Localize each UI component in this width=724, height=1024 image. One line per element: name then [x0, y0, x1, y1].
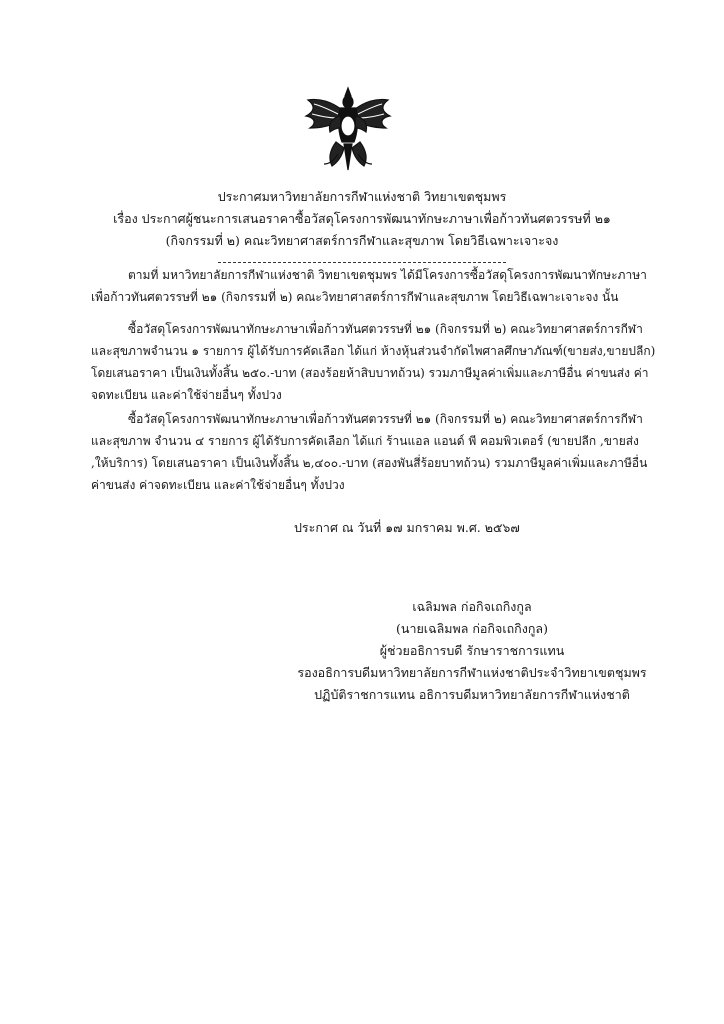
signature-title-3: ปฏิบัติราชการแทน อธิการบดีมหาวิทยาลัยการกีฬาแห่งชาติ	[314, 687, 630, 702]
announcement-subject: เรื่อง ประกาศผู้ชนะการเสนอราคาซื้อวัสดุโครงการพัฒนาทักษะภาษาเพื่อก้าวทันศตวรรษที่ ๒๑	[113, 211, 611, 226]
signature-title-1: ผู้ช่วยอธิการบดี รักษาราชการแทน	[379, 643, 565, 658]
paragraph-3-line-3: ,ให้บริการ) โดยเสนอราคา เป็นเงินทั้งสิ้น ๒,๔๐๐.-บาท (สองพันสี่ร้อยบาทถ้วน) รวมภาษีมูลค่าเพิ่มและภาษีอื่น	[91, 456, 648, 470]
announcement-subject-continued: (กิจกรรมที่ ๒) คณะวิทยาศาสตร์การกีฬาและสุขภาพ โดยวิธีเฉพาะเจาะจง	[165, 233, 559, 248]
paragraph-3-line-2: และสุขภาพ จำนวน ๔ รายการ ผู้ได้รับการคัดเลือก ได้แก่ ร้านแอล แอนด์ พี คอมพิวเตอร์ (ขายปลีก ,ขายส่ง	[91, 434, 639, 448]
paragraph-1-line-2: เพื่อก้าวทันศตวรรษที่ ๒๑ (กิจกรรมที่ ๒) คณะวิทยาศาสตร์การกีฬาและสุขภาพ โดยวิธีเฉพาะเจาะจง นั้น	[91, 290, 619, 304]
signature-name-signed: เฉลิมพล ก่อกิจเถกิงกูล	[412, 599, 532, 614]
paragraph-3-line-4: ค่าขนส่ง ค่าจดทะเบียน และค่าใช้จ่ายอื่นๆ ทั้งปวง	[91, 478, 345, 492]
paragraph-2-line-2: และสุขภาพจำนวน ๑ รายการ ผู้ได้รับการคัดเลือก ได้แก่ ห้างหุ้นส่วนจำกัดไพศาลศึกษาภัณฑ์(ขายส่ง,ขายปลีก)	[91, 344, 656, 358]
paragraph-2-line-3: โดยเสนอราคา เป็นเงินทั้งสิ้น ๒๕๐.-บาท (สองร้อยห้าสิบบาทถ้วน) รวมภาษีมูลค่าเพิ่มและภาษีอื่น ค่าขนส่ง ค่า	[91, 366, 649, 380]
paragraph-3-line-1: ซื้อวัสดุโครงการพัฒนาทักษะภาษาเพื่อก้าวทันศตวรรษที่ ๒๑ (กิจกรรมที่ ๒) คณะวิทยาศาสตร์การกีฬา	[128, 412, 643, 426]
announcement-date: ประกาศ ณ วันที่ ๑๗ มกราคม พ.ศ. ๒๕๖๗	[294, 520, 520, 535]
signature-full-name: (นายเฉลิมพล ก่อกิจเถกิงกูล)	[396, 621, 548, 636]
paragraph-1-line-1: ตามที่ มหาวิทยาลัยการกีฬาแห่งชาติ วิทยาเขตชุมพร ได้มีโครงการซื้อวัสดุโครงการพัฒนาทักษะภาษา	[128, 268, 647, 282]
announcement-title: ประกาศมหาวิทยาลัยการกีฬาแห่งชาติ วิทยาเขตชุมพร	[217, 189, 507, 204]
paragraph-2-line-1: ซื้อวัสดุโครงการพัฒนาทักษะภาษาเพื่อก้าวทันศตวรรษที่ ๒๑ (กิจกรรมที่ ๒) คณะวิทยาศาสตร์การกีฬา	[128, 322, 643, 336]
signature-title-2: รองอธิการบดีมหาวิทยาลัยการกีฬาแห่งชาติประจำวิทยาเขตชุมพร	[297, 665, 647, 680]
paragraph-2-line-4: จดทะเบียน และค่าใช้จ่ายอื่นๆ ทั้งปวง	[91, 388, 282, 402]
header-divider	[218, 262, 506, 263]
garuda-emblem-icon	[302, 84, 394, 174]
